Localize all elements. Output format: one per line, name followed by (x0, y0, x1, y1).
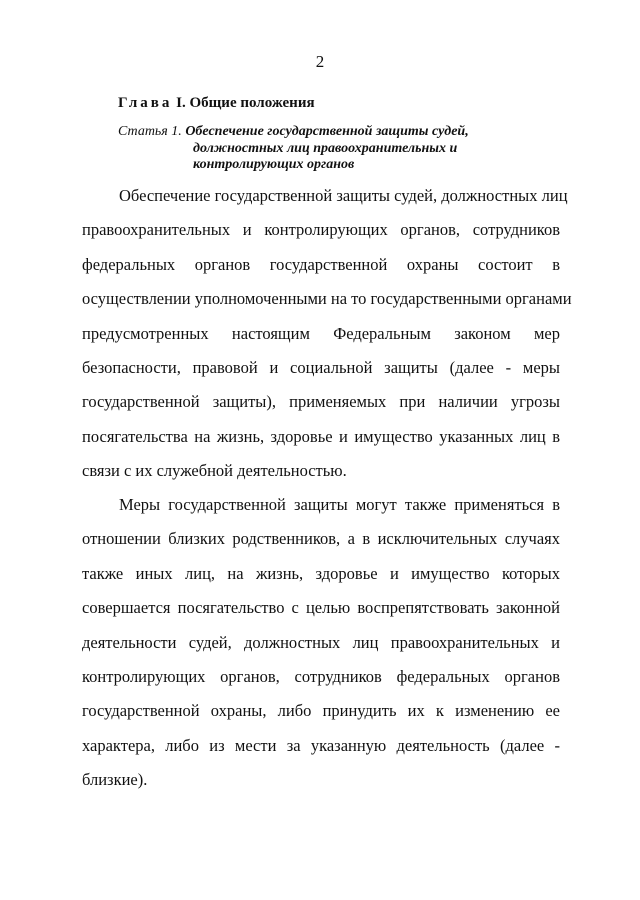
paragraph-line: государственной охраны, либо принудить их к изменению ее (82, 701, 560, 721)
article-title-line: Обеспечение государственной защиты судей, (185, 124, 469, 139)
paragraph-line: контролирующих органов, сотрудников федеральных органов (82, 666, 560, 686)
paragraph-line: Обеспечение государственной защиты судей, должностных лиц (119, 186, 568, 205)
article-number: Статья 1. (118, 124, 182, 139)
paragraph-line: деятельности судей, должностных лиц правоохранительных и (82, 632, 560, 652)
paragraph-line: федеральных органов государственной охраны состоит в (82, 254, 560, 274)
paragraph (82, 488, 560, 798)
paragraph (82, 179, 572, 489)
article-heading (118, 124, 538, 174)
paragraph-line: близкие). (82, 770, 148, 790)
article-title-line: контролирующих органов (193, 157, 355, 172)
paragraph-line: государственной защиты), применяемых при наличии угрозы (82, 392, 560, 412)
chapter-number: I. (176, 95, 186, 111)
chapter-heading (118, 93, 315, 113)
paragraph-line: характера, либо из мести за указанную деятельность (далее - (82, 735, 560, 755)
chapter-prefix: Глава (118, 95, 173, 111)
paragraph-line: также иных лиц, на жизнь, здоровье и имущество которых (82, 563, 560, 583)
paragraph-line: безопасности, правовой и социальной защиты (далее - меры (82, 357, 560, 377)
page-number: 2 (315, 52, 325, 71)
paragraph-line: отношении близких родственников, а в исключительных случаях (82, 529, 560, 549)
paragraph-line: связи с их служебной деятельностью. (82, 461, 347, 481)
paragraph-line: предусмотренных настоящим Федеральным законом мер (82, 323, 560, 343)
paragraph-line: посягательства на жизнь, здоровье и имущество указанных лиц в (82, 426, 560, 446)
article-title-line: должностных лиц правоохранительных и (193, 140, 458, 156)
paragraph-line: Меры государственной защиты могут также применяться в (119, 495, 560, 514)
paragraph-line: совершается посягательство с целью воспрепятствовать законной (82, 598, 560, 618)
chapter-title: Общие положения (189, 95, 315, 111)
paragraph-line: правоохранительных и контролирующих органов, сотрудников (82, 220, 560, 240)
paragraph-line: осуществлении уполномоченными на то государственными органами (82, 289, 572, 309)
